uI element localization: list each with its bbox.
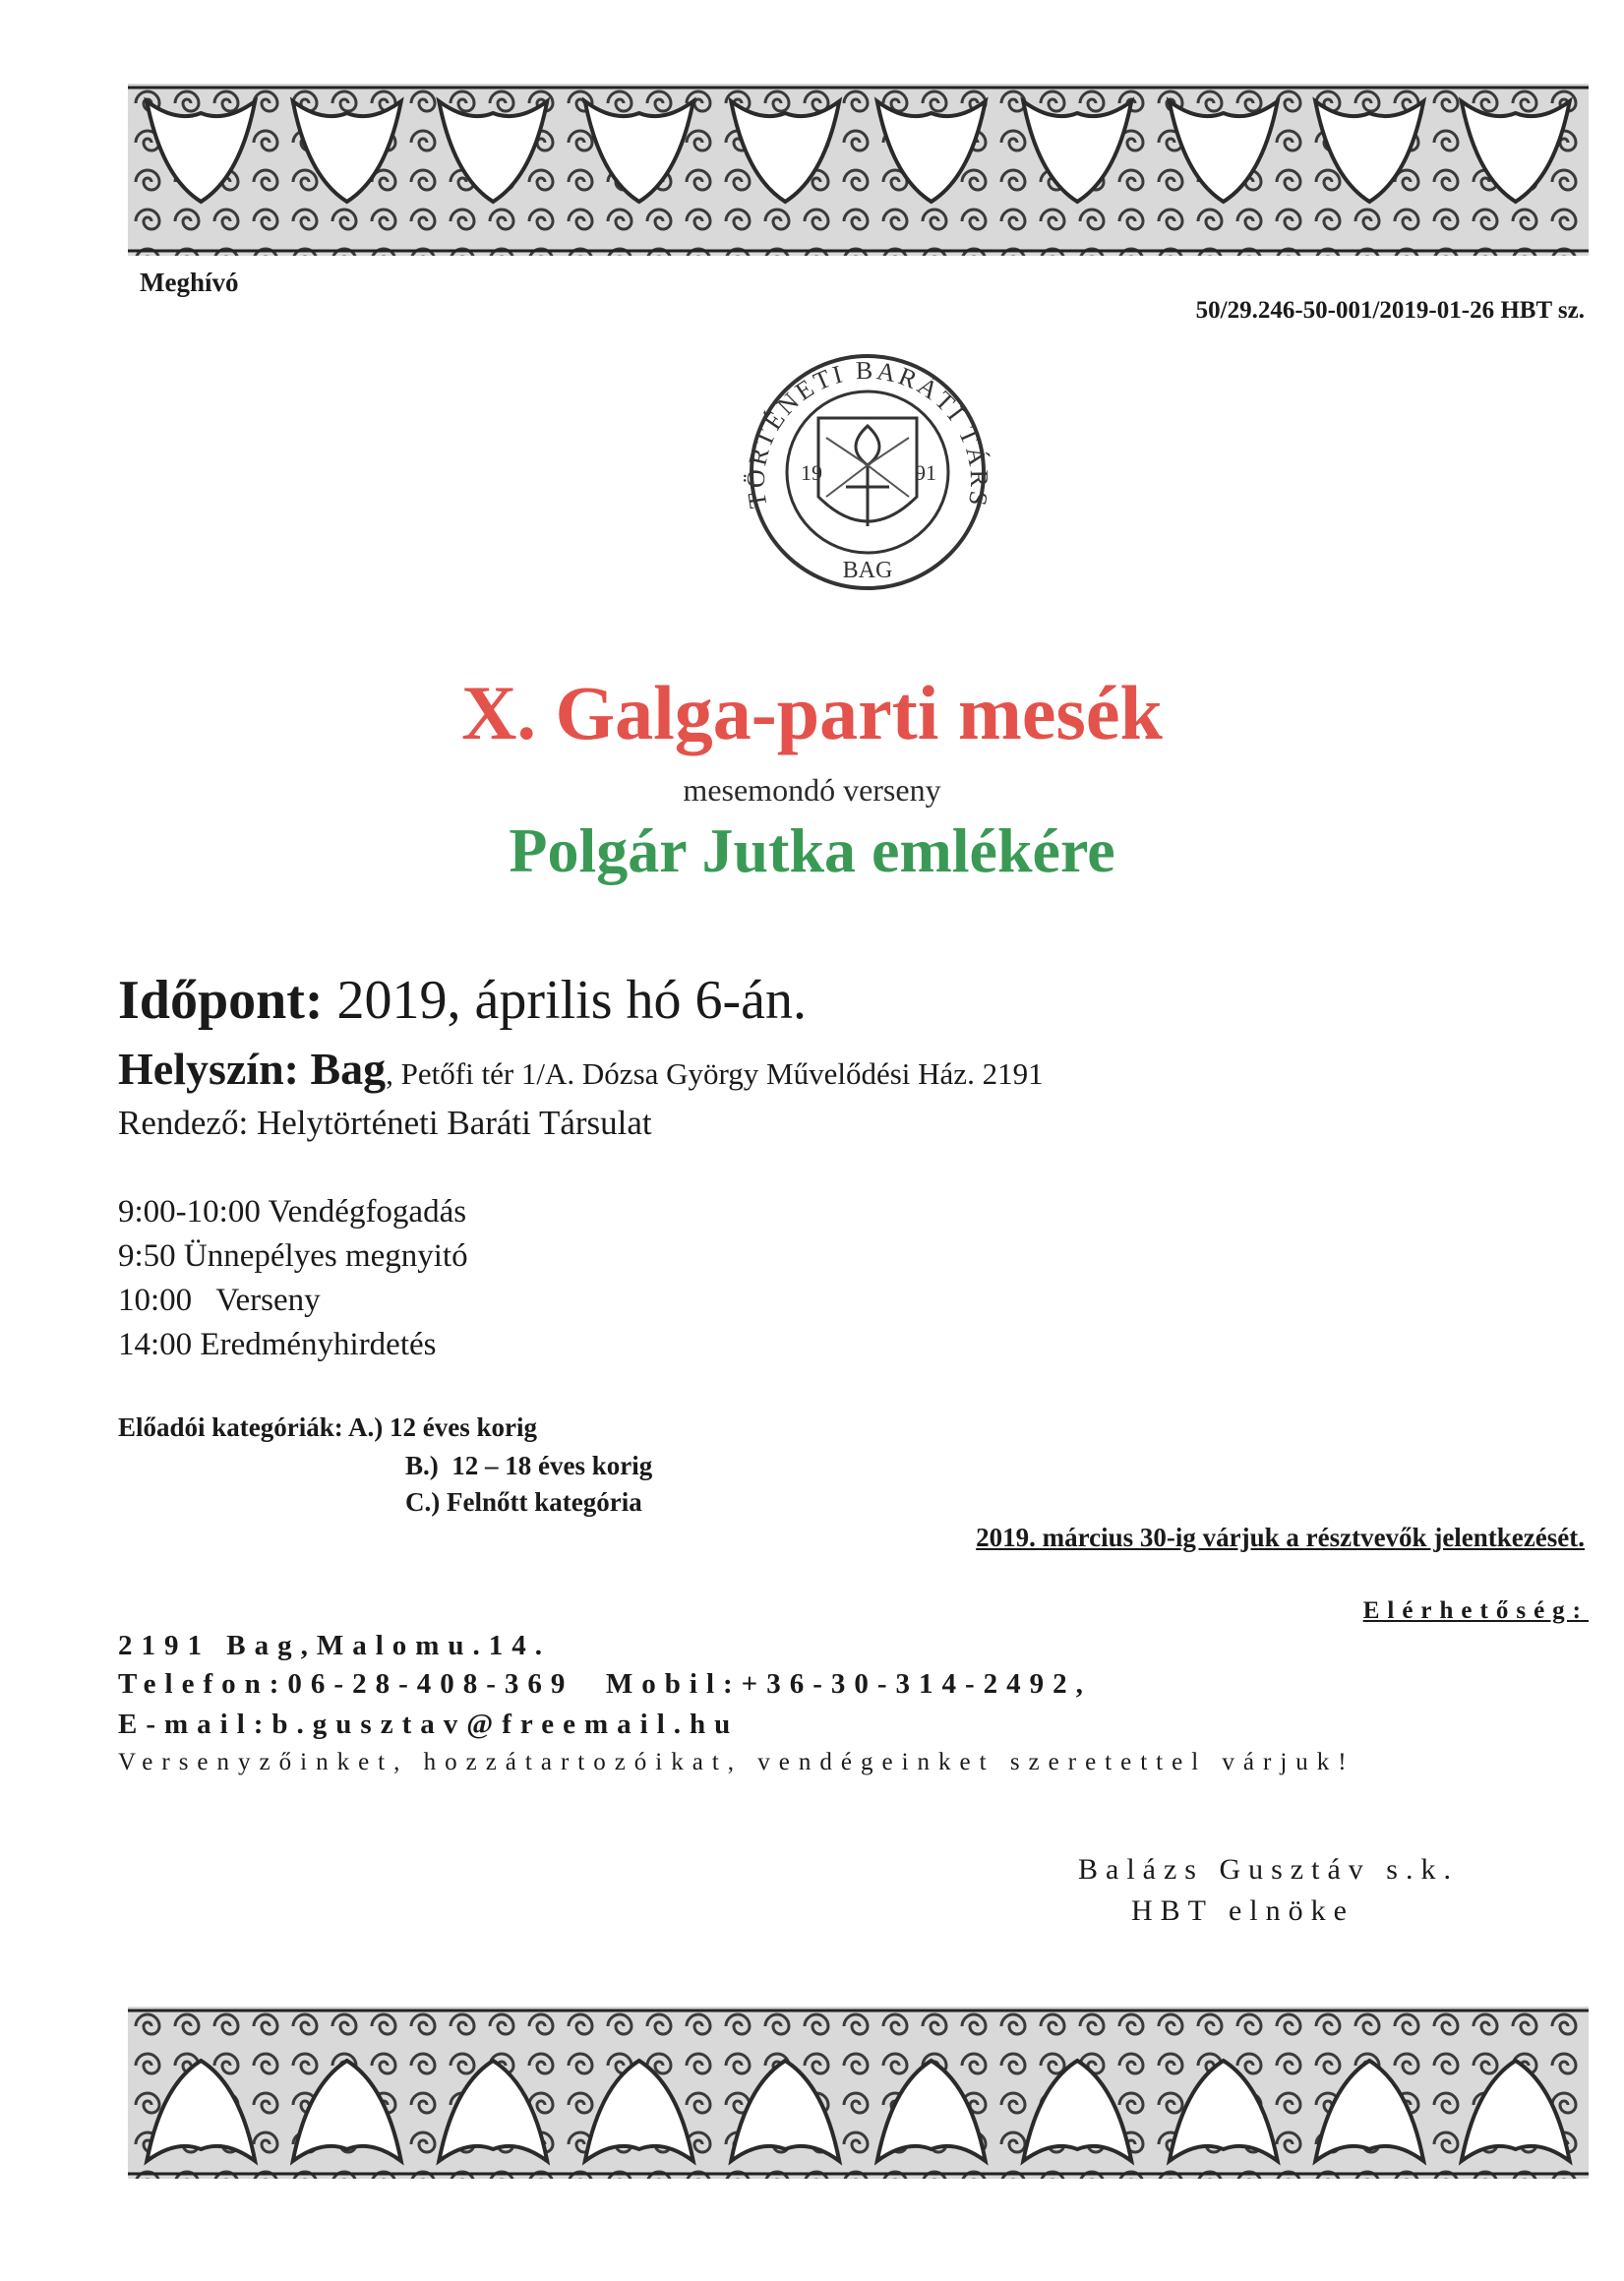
society-seal [728, 349, 1008, 595]
schedule-item: 10:00 Verseny [118, 1283, 321, 1318]
time-label: Időpont: [118, 970, 324, 1031]
document-label: Meghívó [140, 268, 239, 297]
seal-year-right: 91 [915, 460, 936, 485]
signature-name: Balázs Gusztáv s.k. [1078, 1853, 1459, 1886]
schedule-item: 14:00 Eredményhirdetés [118, 1327, 437, 1362]
seal-year-left: 19 [801, 460, 822, 485]
seal-place: BAG [842, 558, 893, 583]
schedule-item: 9:00-10:00 Vendégfogadás [118, 1194, 467, 1230]
schedule-list [118, 1190, 468, 1367]
contact-phone: Telefon:06-28-408-369 Mobil:+36-30-314-2492, [118, 1668, 1092, 1700]
place-line [118, 1043, 1044, 1095]
organizer-line [118, 1104, 652, 1143]
category-a: A.) 12 éves korig [348, 1412, 537, 1442]
category-b: B.) 12 – 18 éves korig [405, 1451, 653, 1480]
contact-email: E-mail:b.gusztav@freemail.hu [118, 1709, 740, 1740]
categories-label: Előadói kategóriák: [118, 1412, 343, 1442]
organizer-label: Rendező: [118, 1104, 249, 1142]
category-c: C.) Felnőtt kategória [405, 1487, 642, 1517]
signature-role: HBT elnöke [1131, 1894, 1354, 1927]
place-label: Helyszín: Bag [118, 1044, 387, 1094]
bottom-ornamental-border [128, 2007, 1589, 2179]
schedule-item: 9:50 Ünnepélyes megnyitó [118, 1238, 468, 1274]
contact-address: 2191 Bag,Malomu.14. [118, 1630, 552, 1661]
top-ornamental-border [128, 84, 1589, 256]
event-subtitle: mesemondó verseny [683, 772, 941, 808]
seal-text: TÖRTÉNETI BARÁTI TÁRS [741, 355, 994, 511]
event-memorial: Polgár Jutka emlékére [509, 815, 1115, 885]
organizer-value: Helytörténeti Baráti Társulat [256, 1104, 652, 1142]
contact-heading: Elérhetőség: [1362, 1597, 1589, 1624]
time-value: 2019, április hó 6-án. [336, 970, 808, 1031]
time-line [118, 969, 807, 1032]
registration-deadline: 2019. március 30-ig várjuk a résztvevők jelentkezését. [976, 1523, 1585, 1552]
event-title: X. Galga-parti mesék [461, 670, 1163, 755]
reference-number: 50/29.246-50-001/2019-01-26 HBT sz. [1195, 297, 1585, 324]
place-value: , Petőfi tér 1/A. Dózsa György Művelődési Ház. 2191 [386, 1056, 1044, 1091]
welcome-message: Versenyzőinket, hozzátartozóikat, vendégeinket szeretettel várjuk! [118, 1749, 1355, 1775]
categories-line-a [118, 1412, 537, 1443]
